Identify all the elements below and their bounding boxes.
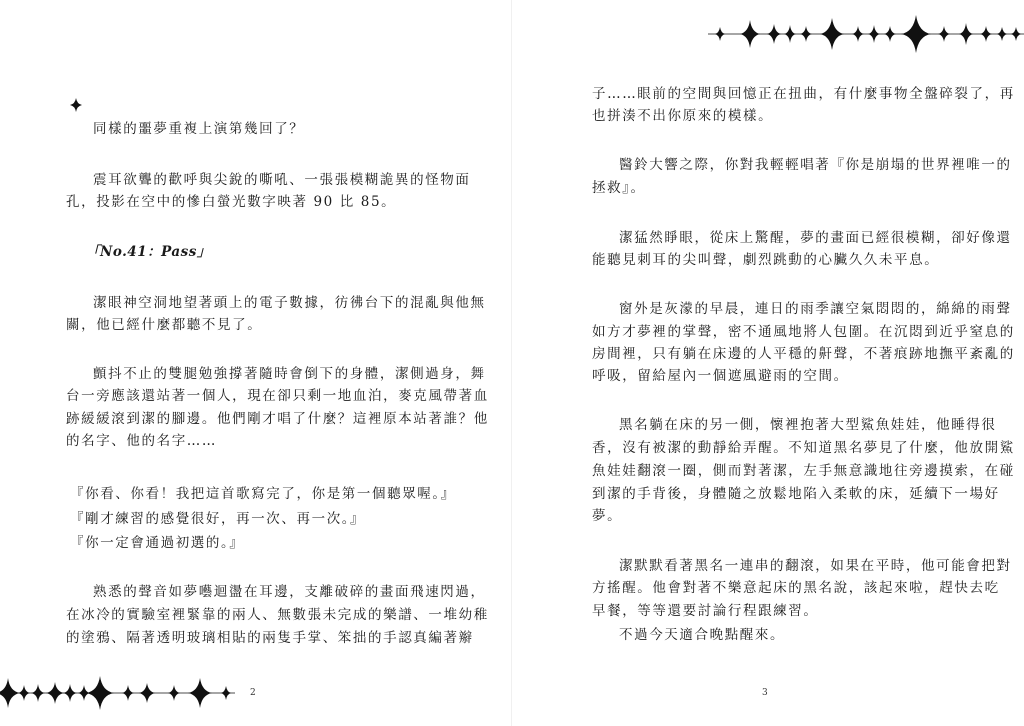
paragraph-line: 如方才夢裡的掌聲，密不通風地將人包圍。在沉悶到近乎窒息的 [592,324,1015,340]
paragraph-line: 熟悉的聲音如夢囈迴盪在耳邊，支離破碎的畫面飛速閃過， [93,584,486,600]
paragraph-line: 窗外是灰濛的早晨，連日的雨季讓空氣悶悶的，綿綿的雨聲 [619,301,1012,317]
paragraph-line: 子……眼前的空間與回憶正在扭曲，有什麼事物全盤碎裂了，再 [592,86,1015,102]
star-ornament-icon [708,12,1024,54]
paragraph-line: 潔默默看著黑名一連串的翻滾，如果在平時，他可能會把對 [619,558,1012,574]
paragraph-line: 方搖醒。他會對著不樂意起床的黑名說，該起來啦，趕快去吃 [592,580,1000,596]
paragraph-line: 房間裡，只有躺在床邊的人平穩的鼾聲，不著痕跡地撫平紊亂的 [592,346,1015,362]
quote-line: 『剛才練習的感覺很好，再一次、再一次。』 [70,511,366,527]
paragraph-line: 到潔的手背後，身體隨之放鬆地陷入柔軟的床，延續下一場好 [592,486,1000,502]
quote-line: 『你看、你看！我把這首歌寫完了，你是第一個聽眾喔。』 [70,486,456,502]
right-page [512,0,1024,726]
paragraph-line: 跡緩緩滾到潔的腳邊。他們剛才唱了什麼？這裡原本站著誰？他 [66,411,489,427]
paragraph-line: 關，他已經什麼都聽不見了。 [66,317,263,333]
paragraph-line: 潔眼神空洞地望著頭上的電子數據，彷彿台下的混亂與他無 [93,295,486,311]
paragraph-line: 震耳欲聾的歡呼與尖銳的嘶吼、一張張模糊詭異的怪物面 [93,172,471,188]
paragraph-line: 潔猛然睜眼，從床上驚醒，夢的畫面已經很模糊，卻好像還 [619,230,1012,246]
paragraph-line: 同樣的噩夢重複上演第幾回了？ [93,121,305,137]
diamond-bullet-icon [70,98,82,112]
paragraph-line: 不過今天適合晚點醒來。 [619,627,786,643]
paragraph-line: 也拼湊不出你原來的模樣。 [592,108,774,124]
paragraph-line: 在冰冷的實驗室裡緊靠的兩人、無數張未完成的樂譜、一堆幼稚 [66,607,489,623]
quote-line: 『你一定會通過初選的。』 [70,535,245,551]
paragraph-line: 早餐，等等還要討論行程跟練習。 [592,603,819,619]
paragraph-line: 魚娃娃翻滾一圈，側而對著潔，左手無意識地往旁邊摸索，在碰 [592,463,1015,479]
paragraph-line: 顫抖不止的雙腿勉強撐著隨時會倒下的身體，潔側過身，舞 [93,366,486,382]
score-caption: 「No.41：Pass」 [86,244,211,260]
paragraph-line: 香，沒有被潔的動靜給弄醒。不知道黑名夢見了什麼，他放開鯊 [592,440,1015,456]
paragraph-line: 台一旁應該還站著一個人，現在卻只剩一地血泊，麥克風帶著血 [66,388,489,404]
paragraph-line: 醫鈴大響之際，你對我輕輕唱著『你是崩塌的世界裡唯一的 [619,157,1012,173]
page-number: 3 [762,688,768,698]
paragraph-line: 拯救』。 [592,180,646,196]
paragraph-line: 的名字、他的名字…… [66,433,217,449]
star-ornament-icon [0,672,240,712]
paragraph-line: 夢。 [592,508,623,524]
paragraph-line: 能聽見刺耳的尖叫聲，劇烈跳動的心臟久久未平息。 [592,252,940,268]
paragraph-line: 呼吸，留給屋內一個遮風避雨的空間。 [592,368,849,384]
paragraph-line: 孔，投影在空中的慘白螢光數字映著 90 比 85。 [66,194,397,210]
paragraph-line: 的塗鴉、隔著透明玻璃相貼的兩隻手掌、笨拙的手認真編著辮 [66,630,474,646]
page-number: 2 [250,688,256,698]
paragraph-line: 黑名躺在床的另一側，懷裡抱著大型鯊魚娃娃，他睡得很 [619,417,997,433]
